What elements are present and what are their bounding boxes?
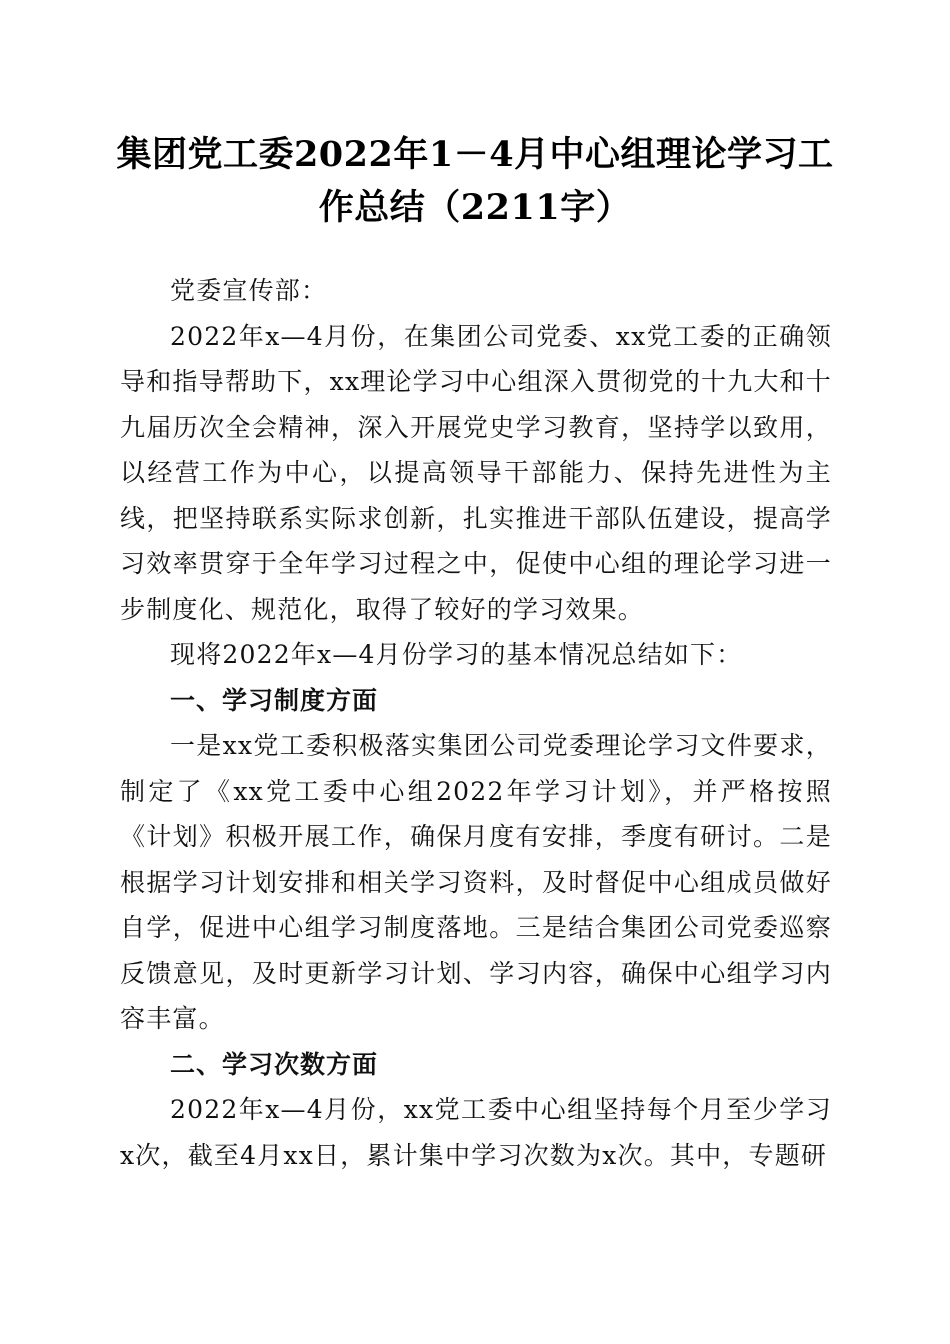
document-title — [100, 128, 850, 234]
section-2-paragraph: 2022年x—4月份，xx党工委中心组坚持每个月至少学习x次，截至4月xx日，累计集中学习次数为x次。其中，专题研 — [120, 1095, 832, 1170]
section-2-heading: 二、学习次数方面 — [170, 1049, 379, 1079]
title-line-2: 作总结（2211字） — [318, 187, 632, 228]
section-1-heading: 一、学习制度方面 — [170, 685, 379, 715]
section-1-paragraph: 一是xx党工委积极落实集团公司党委理论学习文件要求，制定了《xx党工委中心组2022年学习计划》，并严格按照《计划》积极开展工作，确保月度有安排，季度有研讨。二是根据学习计划安排和相关学习资料，及时督促中心组成员做好自学，促进中心组学习制度落地。三是结合集团公司党委巡察反馈意见，及时更新学习计划、学习内容，确保中心组学习内容丰富。 — [120, 731, 832, 1033]
salutation: 党委宣传部： — [170, 276, 328, 305]
summary-lead: 现将2022年x—4月份学习的基本情况总结如下： — [170, 640, 743, 669]
document-body — [120, 268, 832, 1178]
intro-paragraph: 2022年x—4月份，在集团公司党委、xx党工委的正确领导和指导帮助下，xx理论学习中心组深入贯彻党的十九大和十九届历次全会精神，深入开展党史学习教育，坚持学以致用，以经营工作为中心，以提高领导干部能力、保持先进性为主线，把坚持联系实际求创新，扎实推进干部队伍建设，提高学习效率贯穿于全年学习过程之中，促使中心组的理论学习进一步制度化、规范化，取得了较好的学习效果。 — [120, 321, 832, 624]
title-line-1: 集团党工委2022年1－4月中心组理论学习工 — [116, 134, 834, 175]
